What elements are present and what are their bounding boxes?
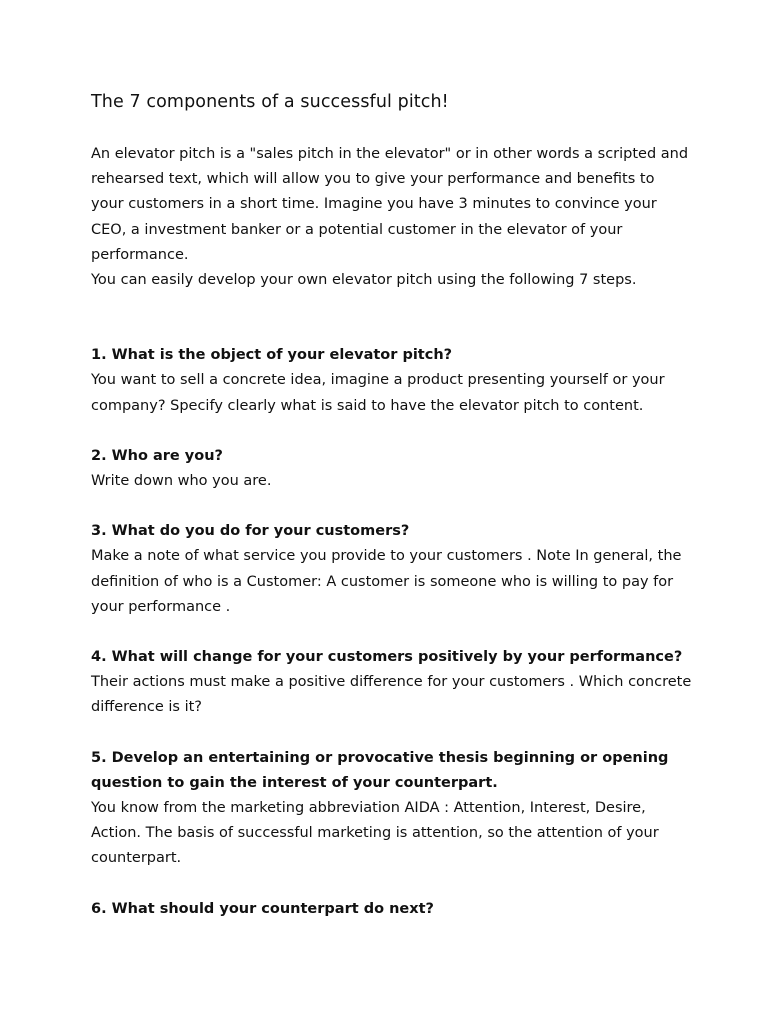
step-3-section xyxy=(91,519,688,620)
step-6-section xyxy=(91,897,688,922)
step-5-body-line: You know from the marketing abbreviation AIDA : Attention, Interest, Desire, xyxy=(91,800,646,817)
step-4-body-line: difference is it? xyxy=(91,699,203,716)
step-1-body-line: company? Specify clearly what is said to have the elevator pitch to content. xyxy=(91,397,644,414)
step-1-heading: 1. What is the object of your elevator pitch? xyxy=(91,347,453,364)
step-2-body-line: Write down who you are. xyxy=(91,473,272,490)
intro-paragraph xyxy=(91,142,688,293)
step-3-heading: 3. What do you do for your customers? xyxy=(91,523,410,540)
step-5-heading-line: 5. Develop an entertaining or provocative thesis beginning or opening xyxy=(91,749,669,766)
intro-line: CEO, a investment banker or a potential customer in the elevator of your xyxy=(91,221,623,238)
step-3-body-line: definition of who is a Customer: A customer is someone who is willing to pay for xyxy=(91,573,674,590)
step-2-section xyxy=(91,444,688,494)
intro-line: An elevator pitch is a "sales pitch in the elevator" or in other words a scripted and xyxy=(91,146,689,162)
step-4-heading: 4. What will change for your customers positively by your performance? xyxy=(91,649,683,666)
step-2-heading: 2. Who are you? xyxy=(91,447,223,464)
step-3-body-line: Make a note of what service you provide to your customers . Note In general, the xyxy=(91,548,682,565)
intro-line: You can easily develop your own elevator pitch using the following 7 steps. xyxy=(91,272,637,289)
intro-line: performance. xyxy=(91,246,189,263)
intro-line: your customers in a short time. Imagine you have 3 minutes to convince your xyxy=(91,196,657,213)
step-5-heading-line: question to gain the interest of your counterpart. xyxy=(91,774,498,791)
intro-line: rehearsed text, which will allow you to give your performance and benefits to xyxy=(91,171,655,188)
step-1-section xyxy=(91,343,688,419)
step-3-body-line: your performance . xyxy=(91,598,231,615)
step-1-body-line: You want to sell a concrete idea, imagine a product presenting yourself or your xyxy=(91,372,665,389)
step-5-body-line: Action. The basis of successful marketing is attention, so the attention of your xyxy=(91,825,659,842)
step-4-body-line: Their actions must make a positive difference for your customers . Which concrete xyxy=(91,674,692,691)
step-5-section xyxy=(91,746,688,872)
step-4-section xyxy=(91,645,692,721)
step-5-body-line: counterpart. xyxy=(91,850,182,867)
step-6-heading: 6. What should your counterpart do next? xyxy=(91,900,434,917)
document-title: The 7 components of a successful pitch! xyxy=(91,92,449,112)
